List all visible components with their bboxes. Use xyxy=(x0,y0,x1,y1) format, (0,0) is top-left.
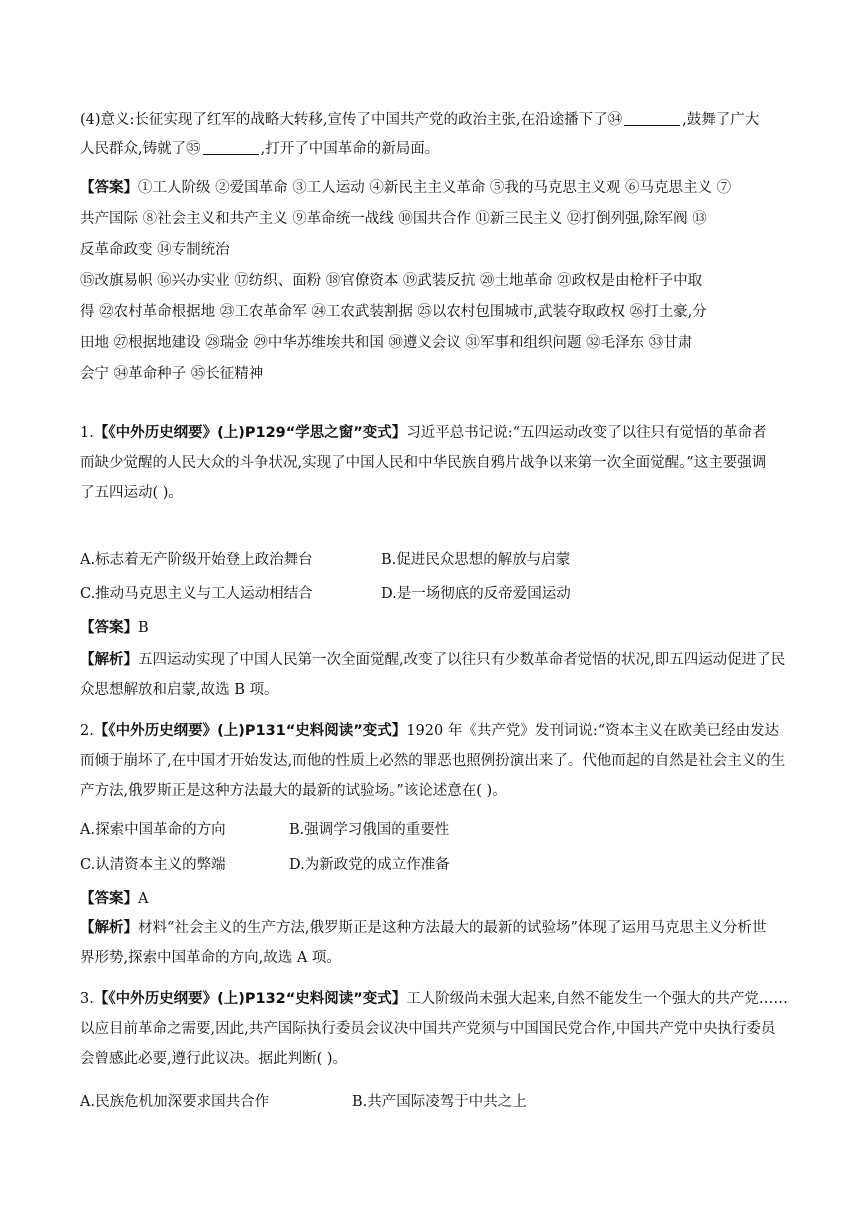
q1-analysis xyxy=(80,645,786,705)
q2-option-b: B.强调学习俄国的重要性 xyxy=(289,822,450,838)
q1-answer xyxy=(80,618,149,638)
fill-blank-35 xyxy=(203,140,259,155)
text-segment: 五四运动实现了中国人民第一次全面觉醒,改变了以往只有少数革命者觉悟的状况,即五四运动促进了民 xyxy=(138,652,786,668)
answer-key-block xyxy=(80,173,782,390)
significance-line-1 xyxy=(80,106,782,135)
question-2-line-3: 产方法,俄罗斯正是这种方法最大的最新的试验场。”该论述意在( )。 xyxy=(80,783,507,799)
q1-option-a: A.标志着无产阶级开始登上政治舞台 xyxy=(80,552,313,568)
question-1-line-3: 了五四运动( )。 xyxy=(80,485,183,501)
answer-key-line-5: 得 ㉒农村革命根据地 ㉓工农革命军 ㉔工农武装割据 ㉕以农村包围城市,武装夺取政权 ㉖打土豪,分 xyxy=(80,304,707,320)
question-source: 【《中外历史纲要》(上)P129“学思之窗”变式】 xyxy=(93,425,407,441)
question-source: 【《中外历史纲要》(上)P131“史料阅读”变式】 xyxy=(93,723,407,739)
text-segment: 习近平总书记说:“五四运动改变了以往只有觉悟的革命者 xyxy=(406,425,767,441)
text-segment: 材料“社会主义的生产方法,俄罗斯正是这种方法最大的最新的试验场”体现了运用马克思主义分析世 xyxy=(138,920,767,936)
question-3-line-3: 会曾感此必要,遵行此议决。据此判断( )。 xyxy=(80,1051,348,1067)
answer-key-text: ①工人阶级 ②爱国革命 ③工人运动 ④新民主主义革命 ⑤我的马克思主义观 ⑥马克思主义 ⑦ xyxy=(138,180,732,196)
text-segment: ,打开了中国革命的新局面。 xyxy=(260,141,440,157)
q1-option-d: D.是一场彻底的反帝爱国运动 xyxy=(381,586,571,602)
question-number: 1. xyxy=(80,425,94,441)
answer-key-line-6: 田地 ㉗根据地建设 ㉘瑞金 ㉙中华苏维埃共和国 ㉚遵义会议 ㉛军事和组织问题 ㉜毛泽东 ㉝甘肃 xyxy=(80,335,693,351)
question-3-line-1 xyxy=(80,984,788,1014)
question-source: 【《中外历史纲要》(上)P132“史料阅读”变式】 xyxy=(93,991,407,1007)
q2-answer xyxy=(80,889,148,909)
q2-option-c: C.认清资本主义的弊端 xyxy=(80,857,226,873)
question-number: 3. xyxy=(80,991,94,1007)
text-segment: 工人阶级尚未强大起来,自然不能发生一个强大的共产党…… xyxy=(406,991,788,1007)
answer-key-line-2: 共产国际 ⑧社会主义和共产主义 ⑨革命统一战线 ⑩国共合作 ⑪新三民主义 ⑫打倒列强,除军阀 ⑬ xyxy=(80,211,707,227)
question-1-stem xyxy=(80,418,782,508)
question-1-line-2: 而缺少觉醒的人民大众的斗争状况,实现了中国人民和中华民族自鸦片战争以来第一次全面觉醒。”这主要强调 xyxy=(80,455,767,471)
text-segment: 人民群众,铸就了㉟ xyxy=(80,141,201,157)
answer-key-line-7: 会宁 ㉞革命种子 ㉟长征精神 xyxy=(80,366,264,382)
q2-analysis xyxy=(80,913,782,973)
q2-analysis-line-1 xyxy=(80,913,782,943)
q1-option-c: C.推动马克思主义与工人运动相结合 xyxy=(80,586,313,602)
q2-option-a: A.探索中国革命的方向 xyxy=(80,822,226,838)
q2-analysis-line-2: 界形势,探索中国革命的方向,故选 A 项。 xyxy=(80,950,341,966)
answer-label: 【答案】 xyxy=(80,180,138,196)
q3-option-a: A.民族危机加深要求国共合作 xyxy=(80,1094,270,1110)
significance-line-2 xyxy=(80,135,782,164)
answer-key-line-4: ⑮改旗易帜 ⑯兴办实业 ⑰纺织、面粉 ⑱官僚资本 ⑲武装反抗 ⑳土地革命 ㉑政权是由枪杆子中取 xyxy=(80,273,703,289)
q1-option-b: B.促进民众思想的解放与启蒙 xyxy=(381,552,571,568)
question-2-stem xyxy=(80,716,786,806)
question-2-line-2: 而倾于崩坏了,在中国才开始发达,而他的性质上必然的罪恶也照例扮演出来了。代他而起的自然是社会主义的生 xyxy=(80,753,786,769)
text-segment: ,鼓舞了广大 xyxy=(682,112,760,128)
text-segment: 1920 年《共产党》发刊词说:“资本主义在欧美已经由发达 xyxy=(406,723,780,739)
fill-blank-34 xyxy=(624,111,680,126)
question-3-line-2: 以应目前革命之需要,因此,共产国际执行委员会议决中国共产党须与中国国民党合作,中国共产党中央执行委员 xyxy=(80,1021,776,1037)
answer-key-line-3: 反革命政变 ⑭专制统治 xyxy=(80,242,230,258)
answer-key-line-1 xyxy=(80,173,782,204)
significance-paragraph xyxy=(80,106,782,164)
question-2-line-1 xyxy=(80,716,782,746)
q1-analysis-line-2: 众思想解放和启蒙,故选 B 项。 xyxy=(80,682,279,698)
answer-value: A xyxy=(138,891,149,907)
text-segment: (4)意义:长征实现了红军的战略大转移,宣传了中国共产党的政治主张,在沿途播下了㉞ xyxy=(80,112,623,128)
q3-option-b: B.共产国际凌驾于中共之上 xyxy=(352,1094,527,1110)
answer-label: 【答案】 xyxy=(80,620,138,636)
question-number: 2. xyxy=(80,723,94,739)
q1-analysis-line-1 xyxy=(80,645,786,675)
answer-value: B xyxy=(138,620,149,636)
question-3-stem xyxy=(80,984,788,1074)
question-1-line-1 xyxy=(80,418,782,448)
analysis-label: 【解析】 xyxy=(80,920,138,936)
answer-label: 【答案】 xyxy=(80,891,138,907)
q2-option-d: D.为新政党的成立作准备 xyxy=(289,857,450,873)
analysis-label: 【解析】 xyxy=(80,652,138,668)
